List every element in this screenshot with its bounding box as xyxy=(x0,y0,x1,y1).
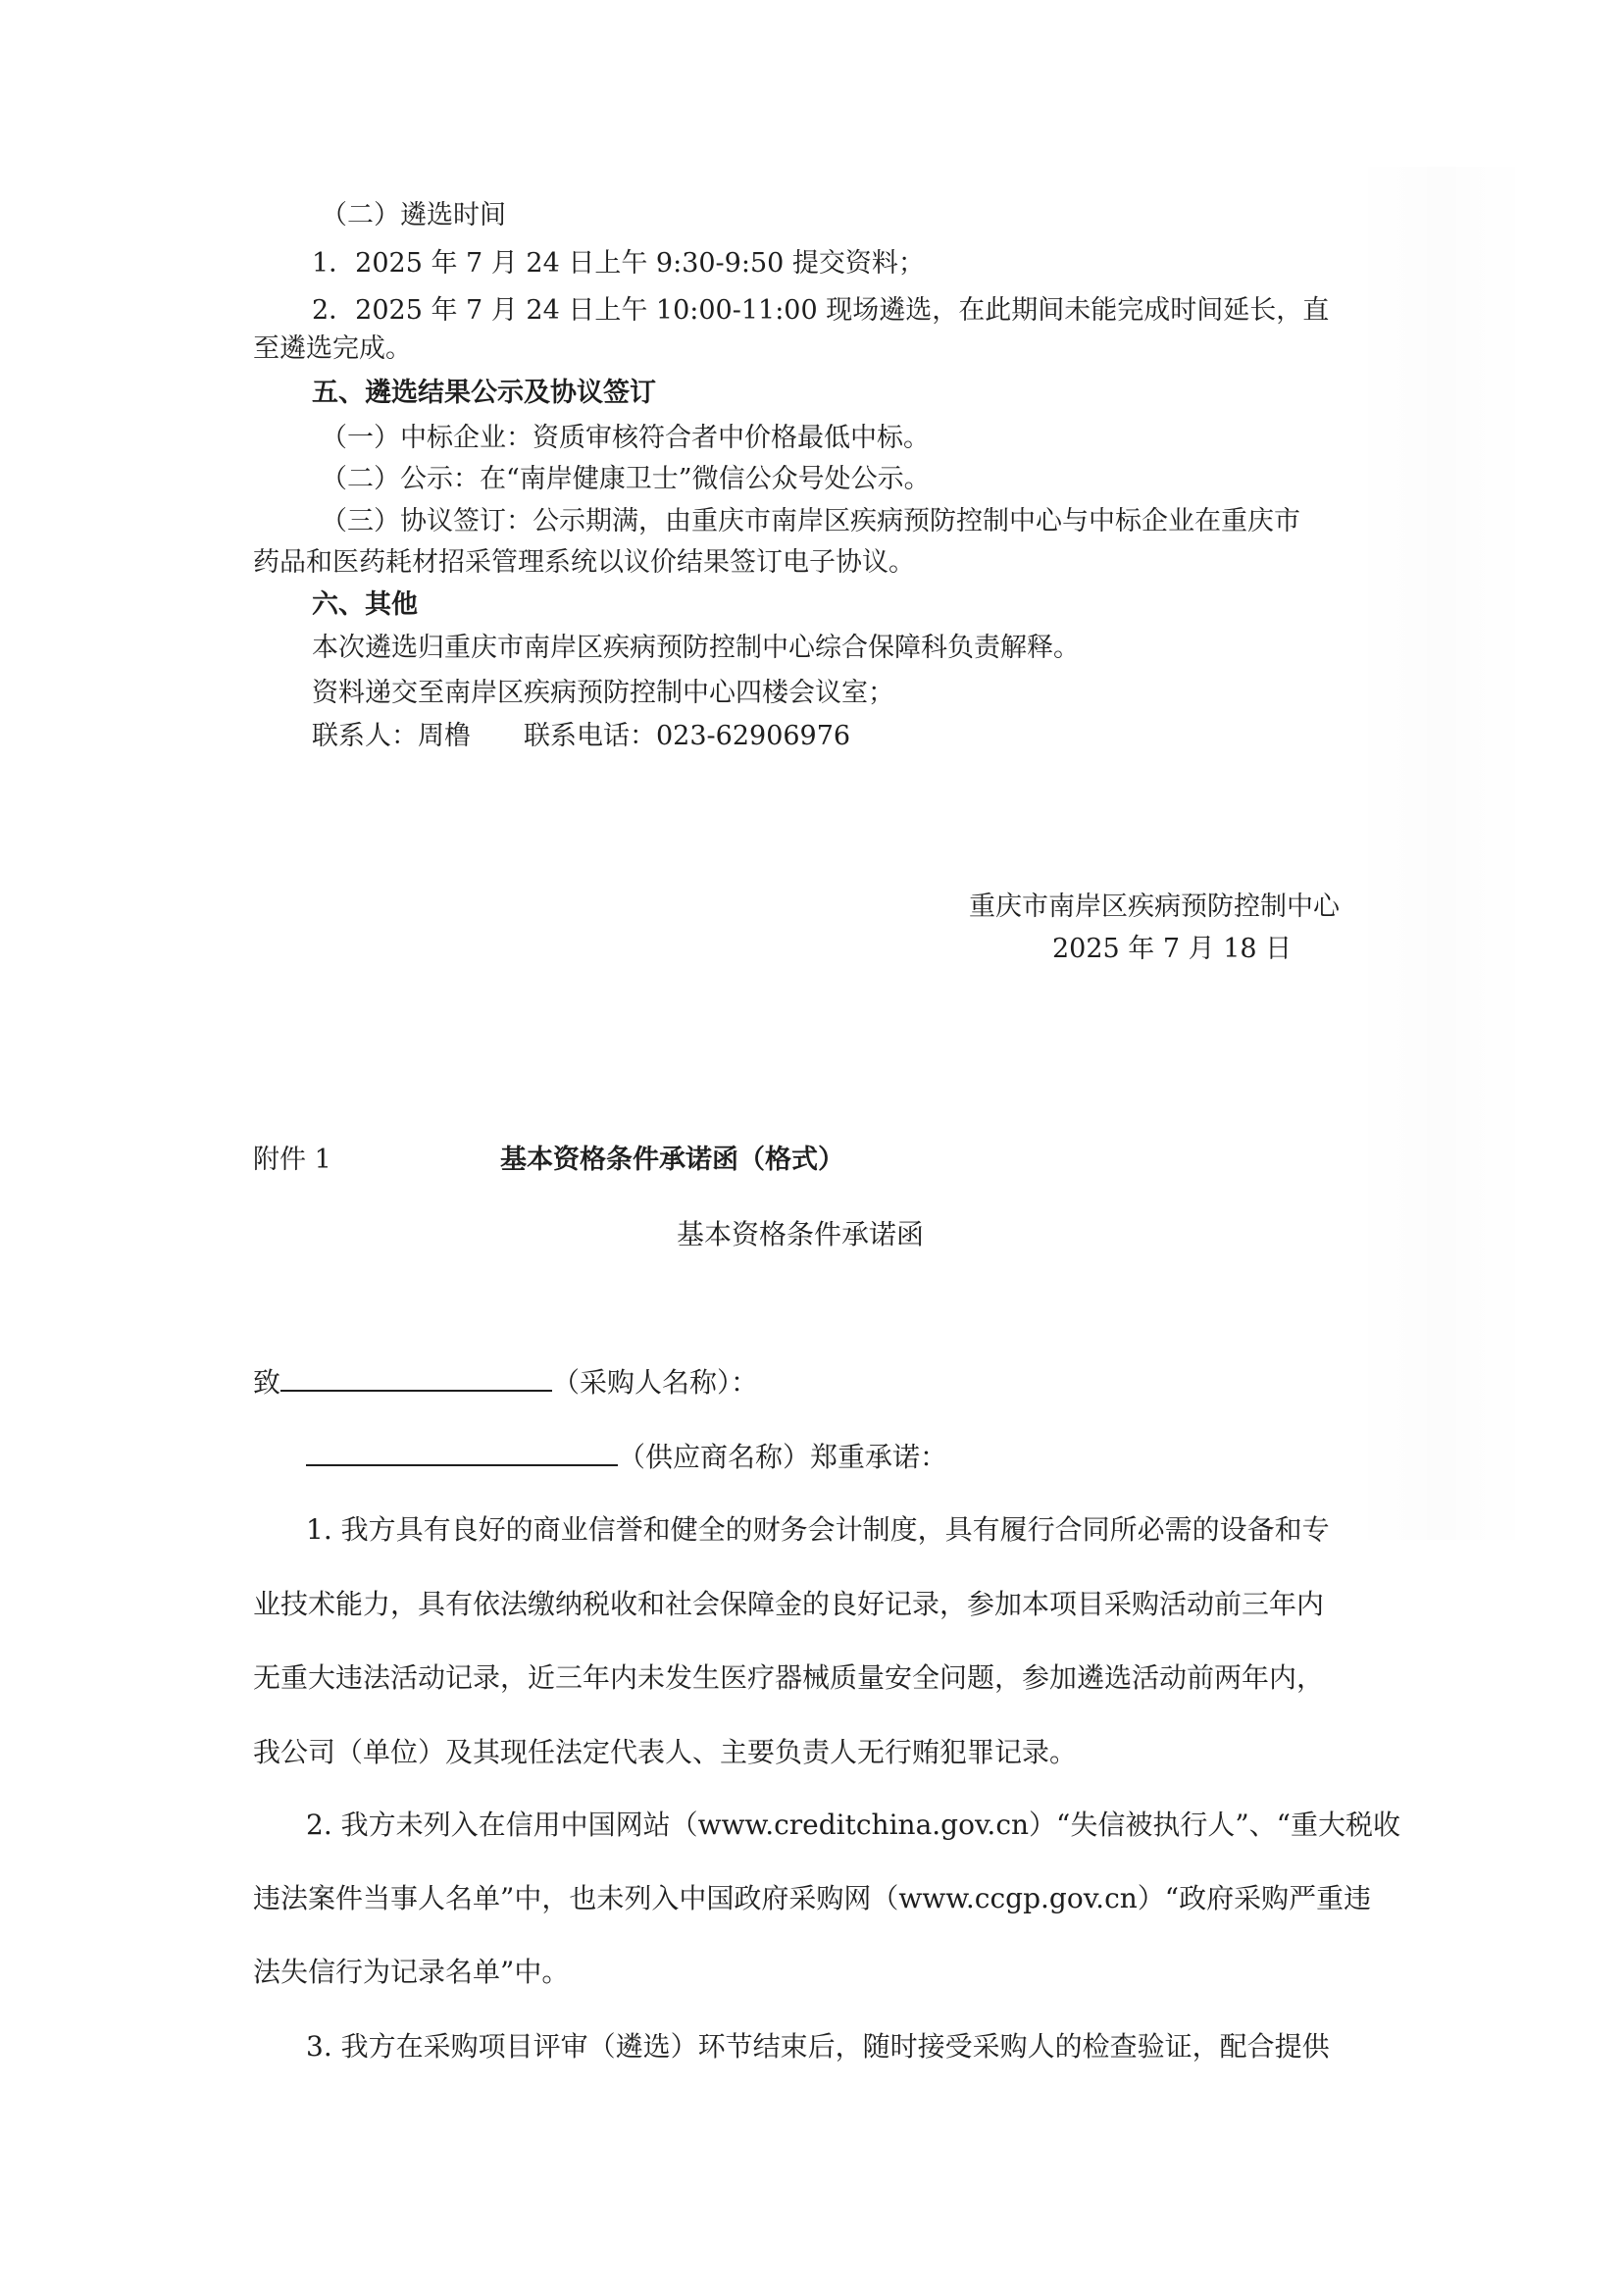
attachment-title: 基本资格条件承诺函（格式） xyxy=(500,1145,844,1175)
section-5-item-2: （二）公示：在“南岸健康卫士”微信公众号处公示。 xyxy=(321,464,931,494)
section-6-line-1: 本次遴选归重庆市南岸区疾病预防控制中心综合保障科负责解释。 xyxy=(312,633,1080,663)
pledge-1-line-4: 我公司（单位）及其现任法定代表人、主要负责人无行贿犯罪记录。 xyxy=(253,1736,1078,1768)
pledge-1-line-3: 无重大违法活动记录，近三年内未发生医疗器械质量安全问题，参加遴选活动前两年内， xyxy=(253,1661,1325,1694)
time-item-1: 1．2025 年 7 月 24 日上午 9:30-9:50 提交资料； xyxy=(312,248,925,279)
section-5-item-3-line-1: （三）协议签订：公示期满，由重庆市南岸区疾病预防控制中心与中标企业在重庆市 xyxy=(321,506,1300,536)
pledge-3-line-1: 3. 我方在采购项目评审（遴选）环节结束后，随时接受采购人的检查验证，配合提供 xyxy=(306,2030,1330,2063)
pledge-1-line-1: 1. 我方具有良好的商业信誉和健全的财务会计制度，具有履行合同所必需的设备和专 xyxy=(306,1513,1330,1546)
subheading-selection-time: （二）遴选时间 xyxy=(321,200,506,230)
pledge-1-line-2: 业技术能力，具有依法缴纳税收和社会保障金的良好记录，参加本项目采购活动前三年内 xyxy=(253,1588,1325,1620)
section-5-item-3-line-2: 药品和医药耗材招采管理系统以议价结果签订电子协议。 xyxy=(253,547,915,578)
scan-bleed-through xyxy=(1353,167,1530,1540)
section-5-item-1: （一）中标企业：资质审核符合者中价格最低中标。 xyxy=(321,423,930,453)
letter-title: 基本资格条件承诺函 xyxy=(677,1218,925,1250)
time-item-2-line-1: 2．2025 年 7 月 24 日上午 10:00-11:00 现场遴选，在此期间未能完成时间延长，直 xyxy=(312,295,1330,326)
recipient-suffix: （采购人名称）： xyxy=(552,1366,759,1399)
supplier-name-blank xyxy=(306,1443,618,1466)
signature-org: 重庆市南岸区疾病预防控制中心 xyxy=(969,892,1340,922)
section-6-line-2: 资料递交至南岸区疾病预防控制中心四楼会议室； xyxy=(312,678,894,708)
pledge-2-line-2: 违法案件当事人名单”中，也未列入中国政府采购网（www.ccgp.gov.cn）“政府采购严重违 xyxy=(253,1882,1372,1914)
purchaser-name-blank xyxy=(280,1368,552,1392)
signature-date: 2025 年 7 月 18 日 xyxy=(1052,934,1293,964)
section-6-heading: 六、其他 xyxy=(312,589,418,620)
supplier-line xyxy=(306,1443,947,1471)
section-5-heading: 五、遴选结果公示及协议签订 xyxy=(312,378,656,408)
pledge-2-line-1: 2. 我方未列入在信用中国网站（www.creditchina.gov.cn）“失信被执行人”、“重大税收 xyxy=(306,1809,1400,1841)
recipient-line xyxy=(253,1368,758,1397)
recipient-prefix: 致 xyxy=(253,1366,281,1399)
attachment-label: 附件 1 xyxy=(253,1145,331,1175)
supplier-suffix: （供应商名称）郑重承诺： xyxy=(618,1441,948,1473)
pledge-2-line-3: 法失信行为记录名单”中。 xyxy=(253,1956,570,1988)
time-item-2-line-2: 至遴选完成。 xyxy=(253,333,412,364)
contact-line: 联系人：周橹 联系电话：023-62906976 xyxy=(312,721,851,751)
